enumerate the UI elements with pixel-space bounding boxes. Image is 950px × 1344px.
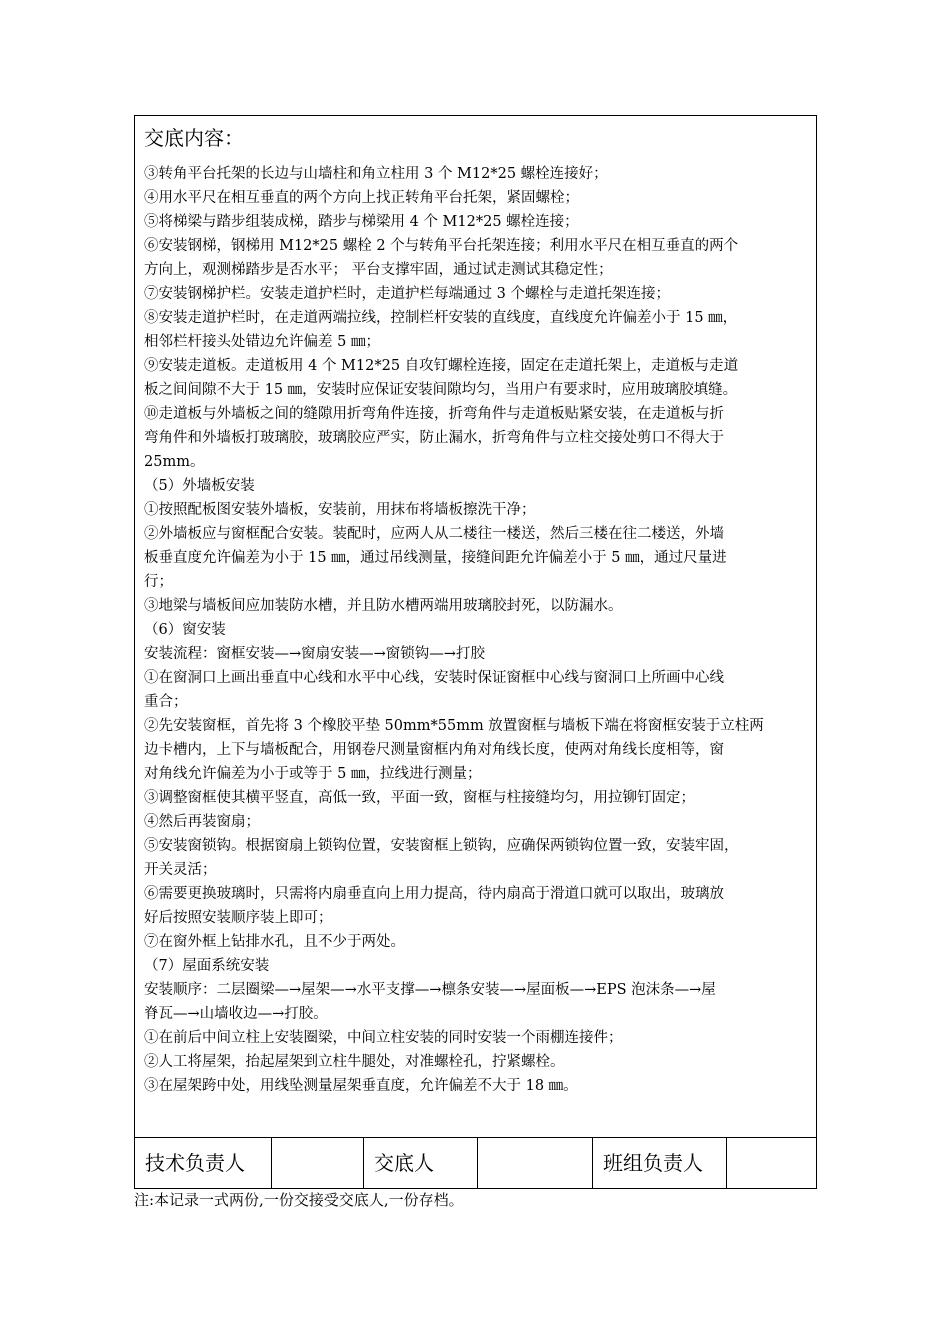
- content-line: ⑤将梯梁与踏步组装成梯，踏步与梯梁用 4 个 M12*25 螺栓连接；: [144, 214, 579, 230]
- content-line: 25mm。: [144, 454, 205, 470]
- tech-lead-label: 技术负责人: [135, 1138, 272, 1188]
- content-line: ⑤安装窗锁钩。根据窗扇上锁钩位置，安装窗框上锁钩，应确保两锁钩位置一致，安装牢固，: [144, 838, 739, 854]
- content-line: ④然后再装窗扇；: [144, 814, 260, 830]
- content-line: ③转角平台托架的长边与山墙柱和角立柱用 3 个 M12*25 螺栓连接好；: [144, 166, 608, 182]
- content-line: ①在前后中间立柱上安装圈梁，中间立柱安装的同时安装一个雨棚连接件；: [144, 1030, 623, 1046]
- content-line: ③地梁与墙板间应加装防水槽，并且防水槽两端用玻璃胶封死，以防漏水。: [144, 598, 623, 614]
- content-line: ④用水平尺在相互垂直的两个方向上找正转角平台托架，紧固螺栓；: [144, 190, 579, 206]
- content-line: 对角线允许偏差为小于或等于 5 ㎜，拉线进行测量；: [144, 766, 482, 782]
- content-line: 重合；: [144, 694, 188, 710]
- content-line: 相邻栏杆接头处错边允许偏差 5 ㎜；: [144, 334, 380, 350]
- disclosure-content-cell: [135, 116, 816, 1138]
- issuer-label: 交底人: [364, 1138, 478, 1188]
- content-line: 好后按照安装顺序装上即可；: [144, 910, 333, 926]
- content-line: 弯角件和外墙板打玻璃胶，玻璃胶应严实，防止漏水，折弯角件与立柱交接处剪口不得大于: [144, 430, 724, 446]
- content-line: 安装流程：窗框安装—→窗扇安装—→窗锁钩—→打胶: [144, 646, 485, 662]
- tech-lead-field[interactable]: [272, 1138, 364, 1188]
- content-line: 边卡槽内，上下与墙板配合，用钢卷尺测量窗框内角对角线长度，使两对角线长度相等，窗: [144, 742, 724, 758]
- content-line: 开关灵活；: [144, 862, 217, 878]
- signature-row: [135, 1138, 816, 1188]
- content-line: ②先安装窗框，首先将 3 个橡胶平垫 50mm*55mm 放置窗框与墙板下端在将窗框安装于立柱两: [144, 718, 764, 734]
- content-line: ①在窗洞口上画出垂直中心线和水平中心线，安装时保证窗框中心线与窗洞口上所画中心线: [144, 670, 724, 686]
- content-heading: 交底内容：: [144, 126, 244, 150]
- content-line: ⑥需要更换玻璃时，只需将内扇垂直向上用力提高，待内扇高于滑道口就可以取出，玻璃放: [144, 886, 724, 902]
- content-line: （7）屋面系统安装: [144, 958, 270, 974]
- content-line: ⑦在窗外框上钻排水孔，且不少于两处。: [144, 934, 405, 950]
- content-line: 脊瓦—→山墙收边—→打胶。: [144, 1006, 328, 1022]
- content-line: 板垂直度允许偏差为小于 15 ㎜，通过吊线测量，接缝间距允许偏差小于 5 ㎜，通过尺量进: [144, 550, 727, 566]
- disclosure-form: [134, 115, 817, 1189]
- content-line: ③在屋架跨中处，用线坠测量屋架垂直度，允许偏差不大于 18 ㎜。: [144, 1078, 578, 1094]
- team-lead-label: 班组负责人: [593, 1138, 727, 1188]
- content-line: ②人工将屋架，抬起屋架到立柱牛腿处，对准螺栓孔，拧紧螺栓。: [144, 1054, 565, 1070]
- content-line: 方向上，观测梯踏步是否水平； 平台支撑牢固，通过试走测试其稳定性；: [144, 262, 613, 278]
- content-line: 行；: [144, 574, 173, 590]
- content-line: ⑩走道板与外墙板之间的缝隙用折弯角件连接，折弯角件与走道板贴紧安装，在走道板与折: [144, 406, 724, 422]
- content-lines: [144, 162, 808, 1098]
- content-line: ①按照配板图安装外墙板，安装前，用抹布将墙板擦洗干净；: [144, 502, 536, 518]
- content-line: （6）窗安装: [144, 622, 226, 638]
- content-line: ⑧安装走道护栏时，在走道两端拉线，控制栏杆安装的直线度，直线度允许偏差小于 15 ㎜，: [144, 310, 738, 326]
- issuer-field[interactable]: [478, 1138, 593, 1188]
- content-line: ③调整窗框使其横平竖直，高低一致，平面一致，窗框与柱接缝均匀，用拉铆钉固定；: [144, 790, 695, 806]
- content-line: 安装顺序：二层圈梁—→屋架—→水平支撑—→檩条安装—→屋面板—→EPS 泡沫条—→屋: [144, 982, 716, 998]
- content-line: ②外墙板应与窗框配合安装。装配时，应两人从二楼往一楼送，然后三楼在往二楼送，外墙: [144, 526, 724, 542]
- team-lead-field[interactable]: [727, 1138, 816, 1188]
- content-line: ⑥安装钢梯，钢梯用 M12*25 螺栓 2 个与转角平台托架连接；利用水平尺在相互垂直的两个: [144, 238, 739, 254]
- content-line: 板之间间隙不大于 15 ㎜，安装时应保证安装间隙均匀，当用户有要求时，应用玻璃胶填缝。: [144, 382, 738, 398]
- content-line: ⑨安装走道板。走道板用 4 个 M12*25 自攻钉螺栓连接，固定在走道托架上，走道板与走道: [144, 358, 739, 374]
- content-line: ⑦安装钢梯护栏。安装走道护栏时，走道护栏每端通过 3 个螺栓与走道托架连接；: [144, 286, 670, 302]
- footnote: 注:本记录一式两份,一份交接受交底人,一份存档。: [134, 1191, 464, 1209]
- content-line: （5）外墙板安装: [144, 478, 255, 494]
